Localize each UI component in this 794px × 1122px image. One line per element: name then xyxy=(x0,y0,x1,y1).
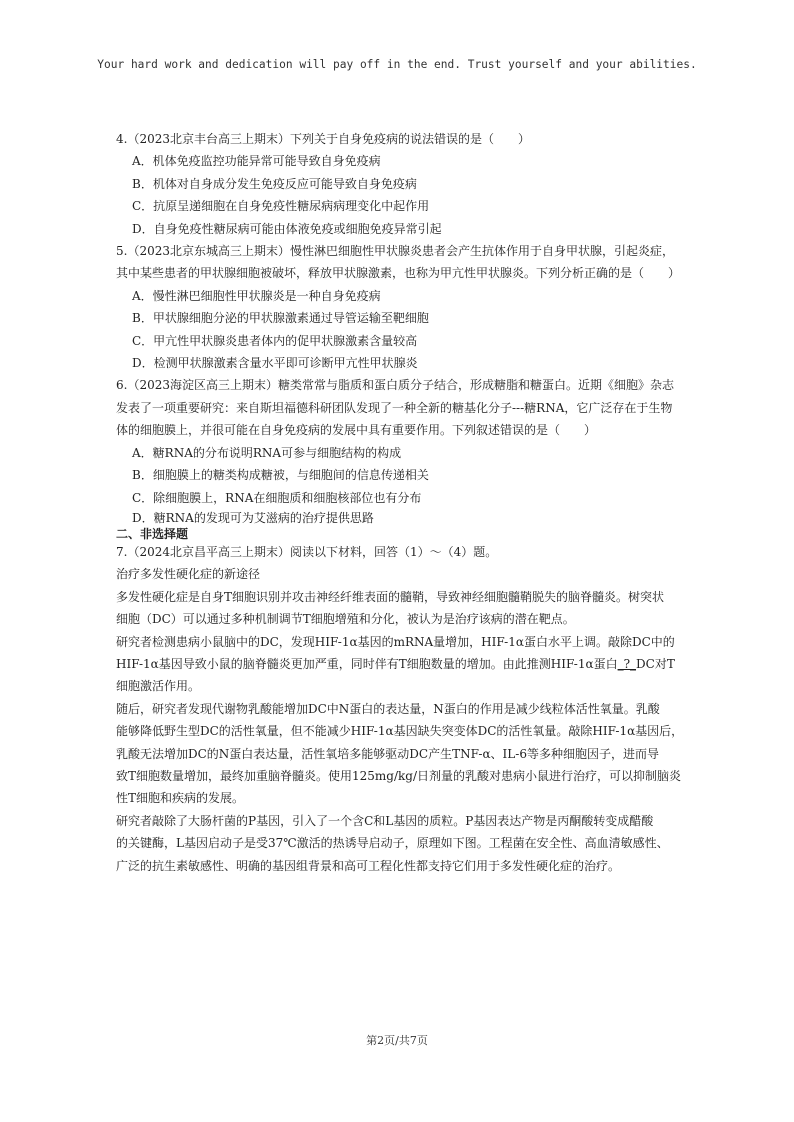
question-4-option-d: D．自身免疫性糖尿病可能由体液免疫或细胞免疫异常引起 xyxy=(132,221,442,236)
question-7 xyxy=(116,541,686,877)
article-paragraph-line: 致T细胞数量增加，最终加重脑脊髓炎。使用125mg/kg/日剂量的乳酸对患病小鼠进行治疗，可以抑制脑炎 xyxy=(116,768,682,783)
page-content xyxy=(116,128,686,877)
article-paragraph-line: 研究者检测患病小鼠脑中的DC，发现HIF-1α基因的mRNA量增加，HIF-1α蛋白水平上调。敲除DC中的 xyxy=(116,634,675,649)
article-paragraph-line: 研究者敲除了大肠杆菌的P基因，引入了一个含C和L基因的质粒。P基因表达产物是丙酮酸转变成醋酸 xyxy=(116,813,654,828)
question-6-option-a: A．糖RNA的分布说明RNA可参与细胞结构的构成 xyxy=(132,445,402,460)
article-paragraph-line: 多发性硬化症是自身T细胞识别并攻击神经纤维表面的髓鞘，导致神经细胞髓鞘脱失的脑脊髓炎。树突状 xyxy=(116,589,665,604)
article-paragraph-line: 广泛的抗生素敏感性、明确的基因组背景和高可工程化性都支持它们用于多发性硬化症的治疗。 xyxy=(116,858,621,873)
answer-blank: _?_ xyxy=(617,656,637,671)
article-paragraph-line: 能够降低野生型DC的活性氧量，但不能减少HIF-1α基因缺失突变体DC的活性氧量。敲除HIF-1α基因后， xyxy=(116,724,684,739)
article-paragraph-line: 随后，研究者发现代谢物乳酸能增加DC中N蛋白的表达量，N蛋白的作用是减少线粒体活性氧量。乳酸 xyxy=(116,701,660,716)
question-5-stem-line: 其中某些患者的甲状腺细胞被破坏，释放甲状腺激素，也称为甲亢性甲状腺炎。下列分析正确的是（ ） xyxy=(116,266,681,281)
article-paragraph-line: 细胞激活作用。 xyxy=(116,679,201,694)
question-5 xyxy=(116,240,686,374)
article-paragraph-line xyxy=(116,653,686,675)
question-5-option-c: C．甲亢性甲状腺炎患者体内的促甲状腺激素含量较高 xyxy=(132,333,418,348)
question-6 xyxy=(116,374,686,526)
question-7-stem: 7.（2024北京昌平高三上期末）阅读以下材料，回答（1）～（4）题。 xyxy=(116,544,498,559)
page-header-motto: Your hard work and dedication will pay off in the end. Trust yourself and your abilities. xyxy=(97,58,697,71)
section-heading: 二、非选择题 xyxy=(116,526,189,541)
question-6-stem-line: 6.（2023海淀区高三上期末）糖类常常与脂质和蛋白质分子结合，形成糖脂和糖蛋白。近期《细胞》杂志 xyxy=(116,378,674,393)
question-6-option-c: C．除细胞膜上，RNA在细胞质和细胞核部位也有分布 xyxy=(132,490,422,505)
question-4 xyxy=(116,128,686,240)
question-5-option-a: A．慢性淋巴细胞性甲状腺炎是一种自身免疫病 xyxy=(132,288,381,303)
article-paragraph-line: 细胞（DC）可以通过多种机制调节T细胞增殖和分化，被认为是治疗该病的潜在靶点。 xyxy=(116,612,575,627)
question-6-option-d: D．糖RNA的发现可为艾滋病的治疗提供思路 xyxy=(132,510,374,525)
question-5-stem-line: 5.（2023北京东城高三上期末）慢性淋巴细胞性甲状腺炎患者会产生抗体作用于自身甲状腺，引起炎症， xyxy=(116,244,674,259)
article-paragraph-line: 性T细胞和疾病的发展。 xyxy=(116,791,245,806)
article-paragraph-line: 乳酸无法增加DC的N蛋白表达量，活性氧培多能够驱动DC产生TNF-α、IL-6等多种细胞因子，进而导 xyxy=(116,746,659,761)
question-6-option-b: B．细胞膜上的糖类构成糖被，与细胞间的信息传递相关 xyxy=(132,468,429,483)
article-text: DC对T xyxy=(636,656,675,671)
question-6-stem-line: 体的细胞膜上，并很可能在自身免疫病的发展中具有重要作用。下列叙述错误的是（ ） xyxy=(116,423,597,438)
article-text: HIF-1α基因导致小鼠的脑脊髓炎更加严重，同时伴有T细胞数量的增加。由此推测HIF-1α蛋白 xyxy=(116,656,618,671)
article-paragraph-line: 的关键酶，L基因启动子是受37℃激活的热诱导启动子，原理如下图。工程菌在安全性、高血清敏感性、 xyxy=(116,836,669,851)
question-4-option-a: A．机体免疫监控功能异常可能导致自身免疫病 xyxy=(132,154,381,169)
question-4-option-b: B．机体对自身成分发生免疫反应可能导致自身免疫病 xyxy=(132,176,417,191)
question-5-option-d: D．检测甲状腺激素含量水平即可诊断甲亢性甲状腺炎 xyxy=(132,356,418,371)
question-4-stem: 4.（2023北京丰台高三上期末）下列关于自身免疫病的说法错误的是（ ） xyxy=(116,132,530,146)
question-4-option-c: C．抗原呈递细胞在自身免疫性糖尿病病理变化中起作用 xyxy=(132,199,430,214)
article-title: 治疗多发性硬化症的新途径 xyxy=(116,567,261,582)
page-number: 第2页/共7页 xyxy=(366,1034,428,1047)
question-6-stem-line: 发表了一项重要研究：来自斯坦福德科研团队发现了一种全新的糖基化分子---糖RNA，它广泛存在于生物 xyxy=(116,400,673,415)
question-5-option-b: B．甲状腺细胞分泌的甲状腺激素通过导管运输至靶细胞 xyxy=(132,311,429,326)
